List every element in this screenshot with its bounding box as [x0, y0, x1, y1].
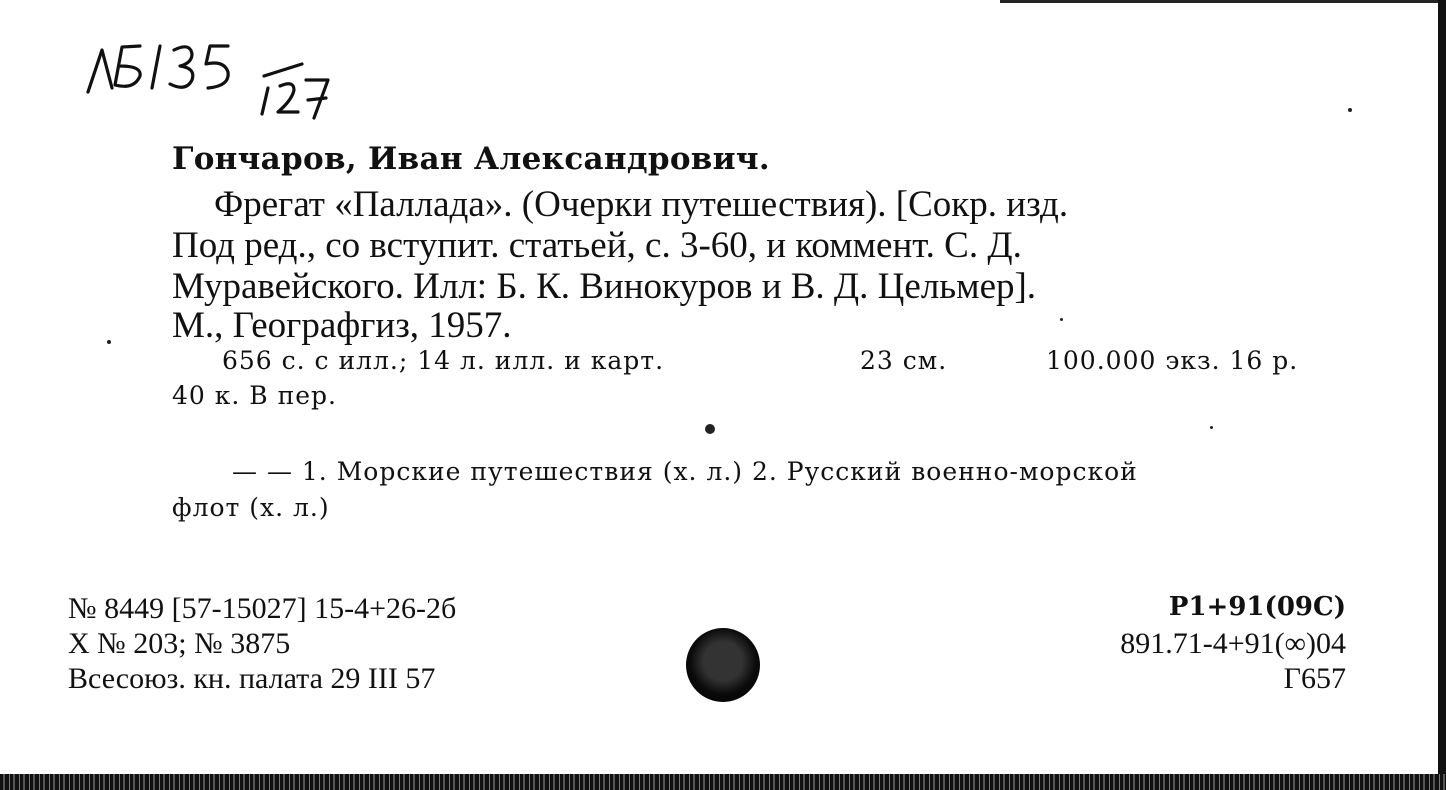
ink-speck [1210, 426, 1213, 429]
subject-headings-line-2: флот (х. л.) [172, 493, 330, 522]
ink-speck [1348, 108, 1352, 112]
imprint-line: М., Географгиз, 1957. [172, 305, 512, 346]
author-mark: Г657 [1283, 662, 1346, 695]
ink-speck [705, 424, 715, 434]
card-number: № 8449 [57-15027] 15-4+26-2б [68, 592, 457, 625]
print-run-price: 100.000 экз. 16 р. [1046, 346, 1299, 375]
classification-index: Р1+91(09С) [1168, 592, 1346, 622]
punch-hole [686, 628, 760, 702]
title-line-3: Муравейского. Илл: Б. К. Винокуров и В. Д. Цельмер]. [172, 266, 1037, 307]
ink-speck [1060, 318, 1063, 321]
udc-index: 891.71-4+91(∞)04 [1120, 627, 1346, 660]
registry-numbers: Х № 203; № 3875 [68, 627, 291, 660]
subject-headings-line-1: — — 1. Морские путешествия (х. л.) 2. Русский военно-морской [232, 457, 1138, 486]
handwritten-shelfmark [82, 30, 382, 130]
handwritten-note-text: ЛБ135 727 [82, 30, 88, 31]
card-top-edge [1000, 0, 1446, 3]
dimensions: 23 см. [860, 346, 948, 375]
pagination: 656 с. с илл.; 14 л. илл. и карт. [222, 346, 665, 375]
ink-speck [107, 340, 111, 344]
author-heading: Гончаров, Иван Александрович. [172, 141, 771, 177]
card-right-edge [1438, 0, 1446, 790]
chamber-date: Всесоюз. кн. палата 29 III 57 [68, 662, 436, 695]
title-line-1: Фрегат «Паллада». (Очерки путешествия). [Сокр. изд. [214, 184, 1069, 225]
card-bottom-edge [0, 774, 1446, 790]
price-binding: 40 к. В пер. [172, 381, 338, 410]
title-line-2: Под ред., со вступит. статьей, с. 3-60, и коммент. С. Д. [172, 225, 1022, 266]
